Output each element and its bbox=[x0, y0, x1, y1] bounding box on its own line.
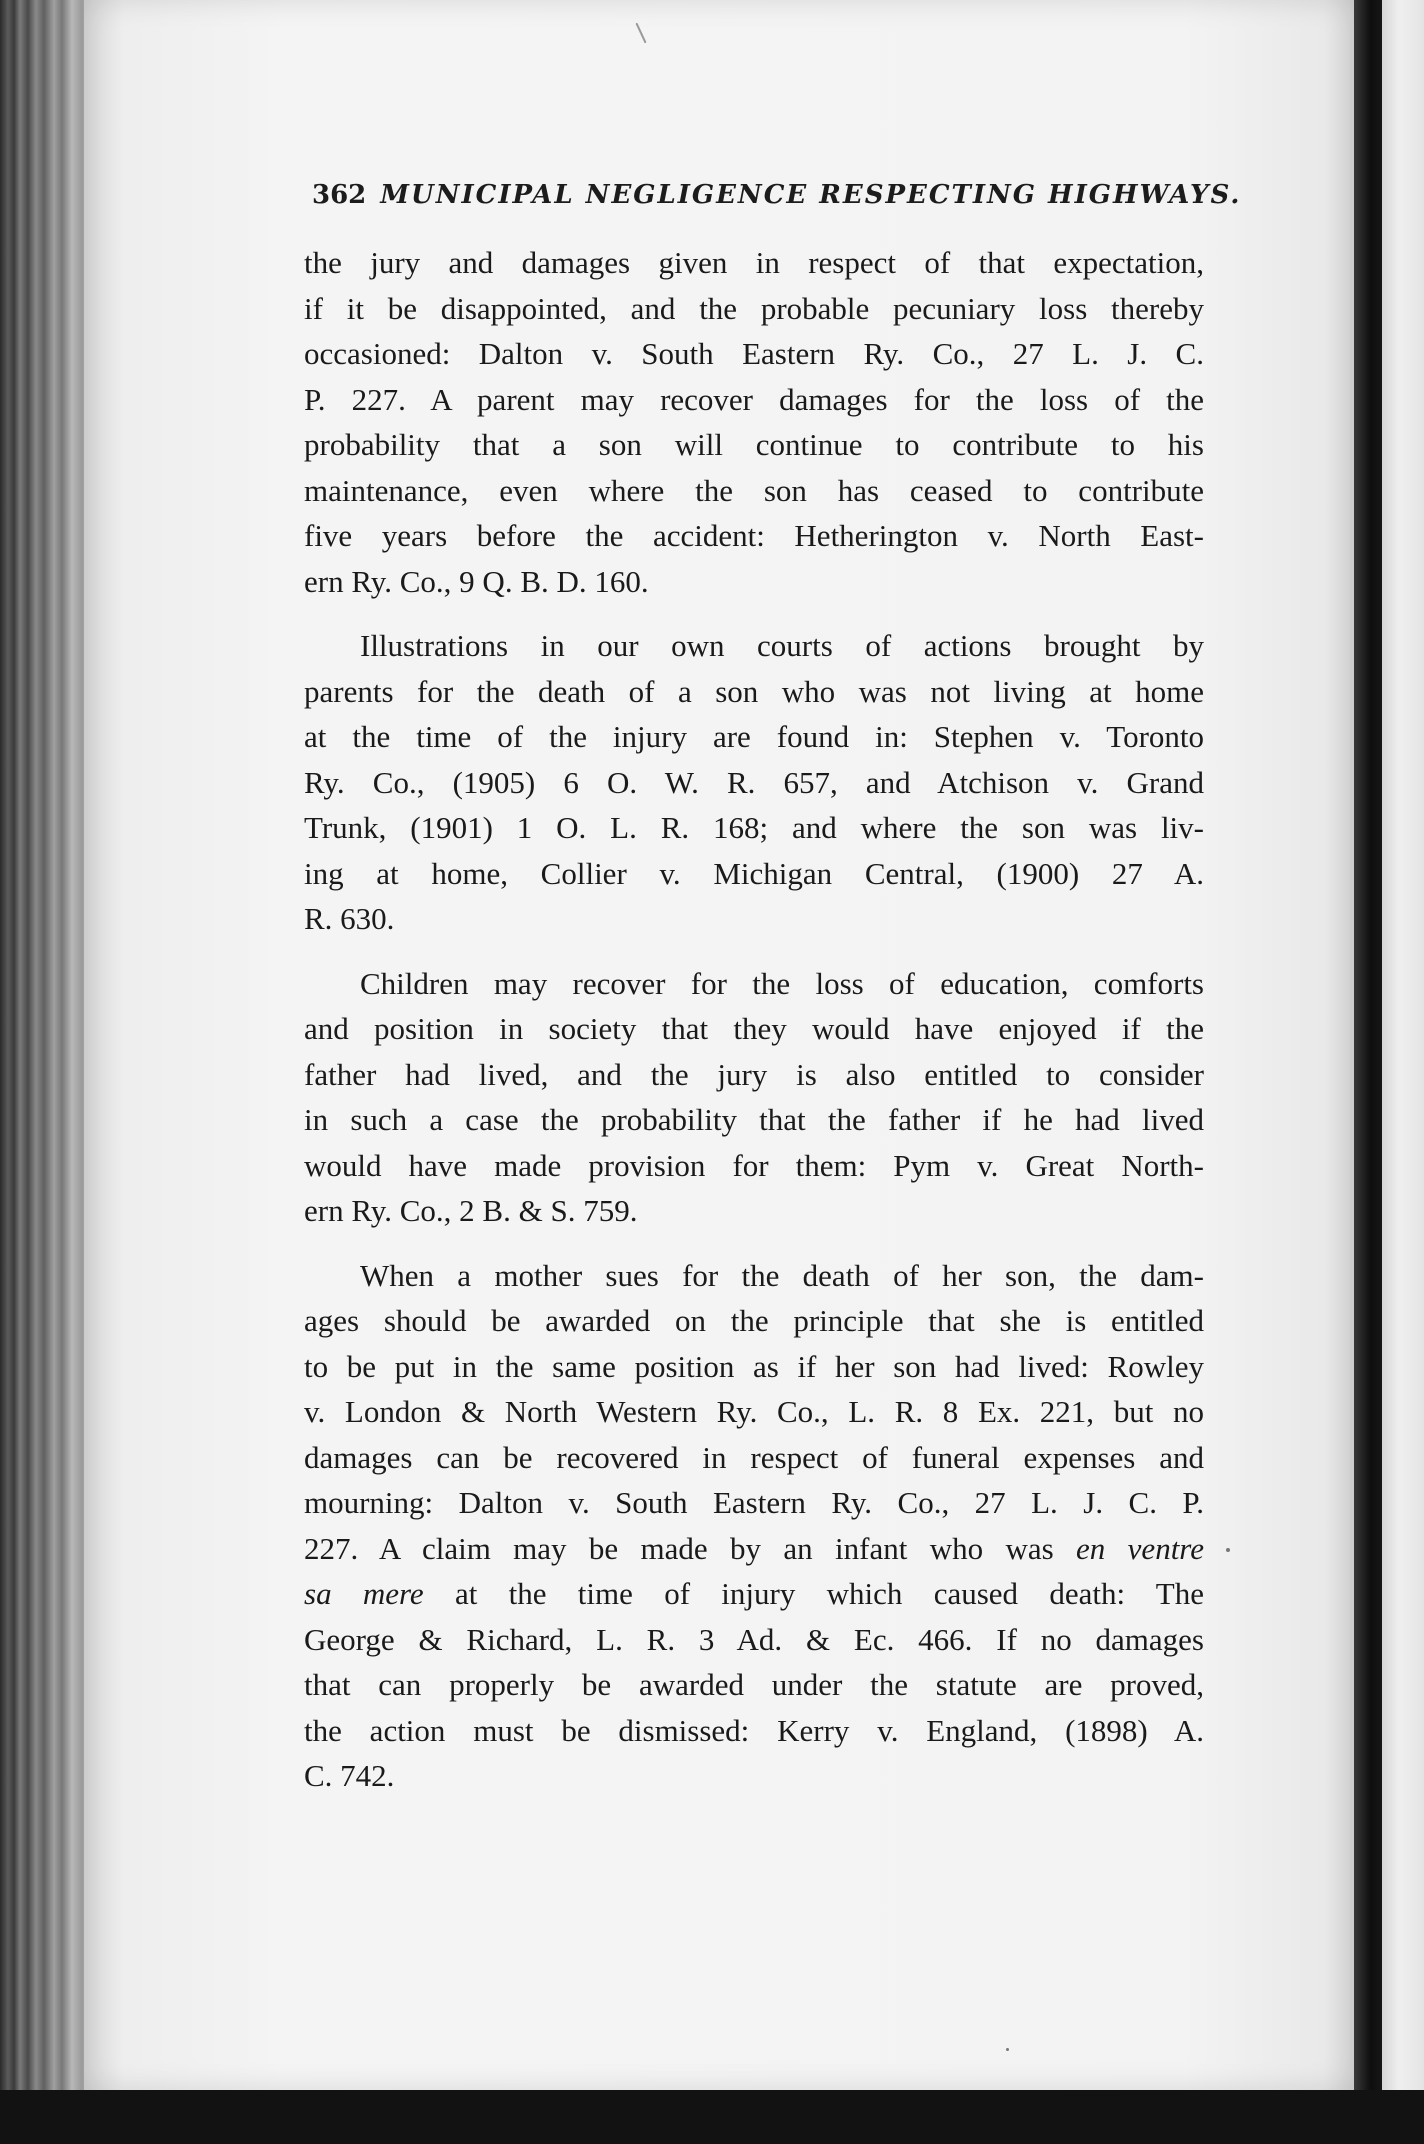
page-body-text bbox=[304, 240, 1204, 1818]
text-line: five years before the accident: Hetherington v. North East- bbox=[304, 518, 1204, 553]
running-title: MUNICIPAL NEGLIGENCE RESPECTING HIGHWAYS. bbox=[380, 180, 1242, 210]
text-line: ern Ry. Co., 9 Q. B. D. 160. bbox=[304, 563, 649, 599]
paragraph-1 bbox=[304, 240, 1204, 604]
text-line: P. 227. A parent may recover damages for the loss of the bbox=[304, 381, 1204, 417]
text-line: in such a case the probability that the father if he had lived bbox=[304, 1102, 1204, 1137]
text-line: maintenance, even where the son has ceased to contribute bbox=[304, 472, 1204, 508]
text-line: When a mother sues for the death of her son, the dam- bbox=[360, 1257, 1204, 1293]
text-line: v. London & North Western Ry. Co., L. R. 8 Ex. 221, but no bbox=[304, 1394, 1204, 1429]
text-line: ages should be awarded on the principle that she is entitled bbox=[304, 1303, 1204, 1338]
page-number: 362 bbox=[312, 180, 367, 210]
text-line: R. 630. bbox=[304, 901, 395, 936]
text-line: Illustrations in our own courts of actions brought by bbox=[360, 628, 1204, 663]
text-line: parents for the death of a son who was not living at home bbox=[304, 673, 1204, 709]
binding-shadow bbox=[1354, 0, 1382, 2144]
text-line: to be put in the same position as if her son had lived: Rowley bbox=[304, 1348, 1204, 1384]
paragraph-3 bbox=[304, 961, 1204, 1234]
italic-phrase: en ventre bbox=[1076, 1530, 1204, 1566]
text-line: Ry. Co., (1905) 6 O. W. R. 657, and Atchison v. Grand bbox=[304, 764, 1204, 800]
text-line: the action must be dismissed: Kerry v. England, (1898) A. bbox=[304, 1712, 1204, 1748]
facing-page-edge bbox=[1382, 0, 1424, 2144]
dust-speck bbox=[1226, 1548, 1230, 1552]
text-line: the jury and damages given in respect of that expectation, bbox=[304, 245, 1204, 280]
dust-speck bbox=[1006, 2048, 1009, 2051]
text-line: ern Ry. Co., 2 B. & S. 759. bbox=[304, 1193, 638, 1228]
text-line: and position in society that they would have enjoyed if the bbox=[304, 1011, 1204, 1046]
text-line: at the time of the injury are found in: Stephen v. Toronto bbox=[304, 719, 1204, 754]
text-line: George & Richard, L. R. 3 Ad. & Ec. 466. If no damages bbox=[304, 1621, 1204, 1657]
text-line-with-italic: sa mere at the time of injury which caused death: The bbox=[304, 1576, 1204, 1611]
text-line: ing at home, Collier v. Michigan Central, (1900) 27 A. bbox=[304, 855, 1204, 891]
text-line-with-italic: 227. A claim may be made by an infant who was en ventre bbox=[304, 1530, 1204, 1566]
paragraph-2 bbox=[304, 623, 1204, 942]
text-line: Trunk, (1901) 1 O. L. R. 168; and where the son was liv- bbox=[304, 810, 1204, 845]
text-line: that can properly be awarded under the statute are proved, bbox=[304, 1667, 1204, 1702]
paragraph-4 bbox=[304, 1253, 1204, 1799]
text-line: Children may recover for the loss of education, comforts bbox=[360, 965, 1204, 1001]
italic-phrase: sa mere bbox=[304, 1576, 424, 1611]
text-line: would have made provision for them: Pym v. Great North- bbox=[304, 1147, 1204, 1183]
scan-bottom-border bbox=[0, 2090, 1424, 2144]
page-edges-left bbox=[0, 0, 96, 2144]
text-line: occasioned: Dalton v. South Eastern Ry. Co., 27 L. J. C. bbox=[304, 336, 1204, 371]
text-line: damages can be recovered in respect of funeral expenses and bbox=[304, 1439, 1204, 1475]
text-line: mourning: Dalton v. South Eastern Ry. Co., 27 L. J. C. P. bbox=[304, 1485, 1204, 1520]
text-line: father had lived, and the jury is also entitled to consider bbox=[304, 1056, 1204, 1092]
text-line: if it be disappointed, and the probable pecuniary loss thereby bbox=[304, 290, 1204, 326]
text-line: probability that a son will continue to contribute to his bbox=[304, 427, 1204, 462]
running-header bbox=[312, 180, 1242, 210]
text-line: C. 742. bbox=[304, 1758, 395, 1793]
